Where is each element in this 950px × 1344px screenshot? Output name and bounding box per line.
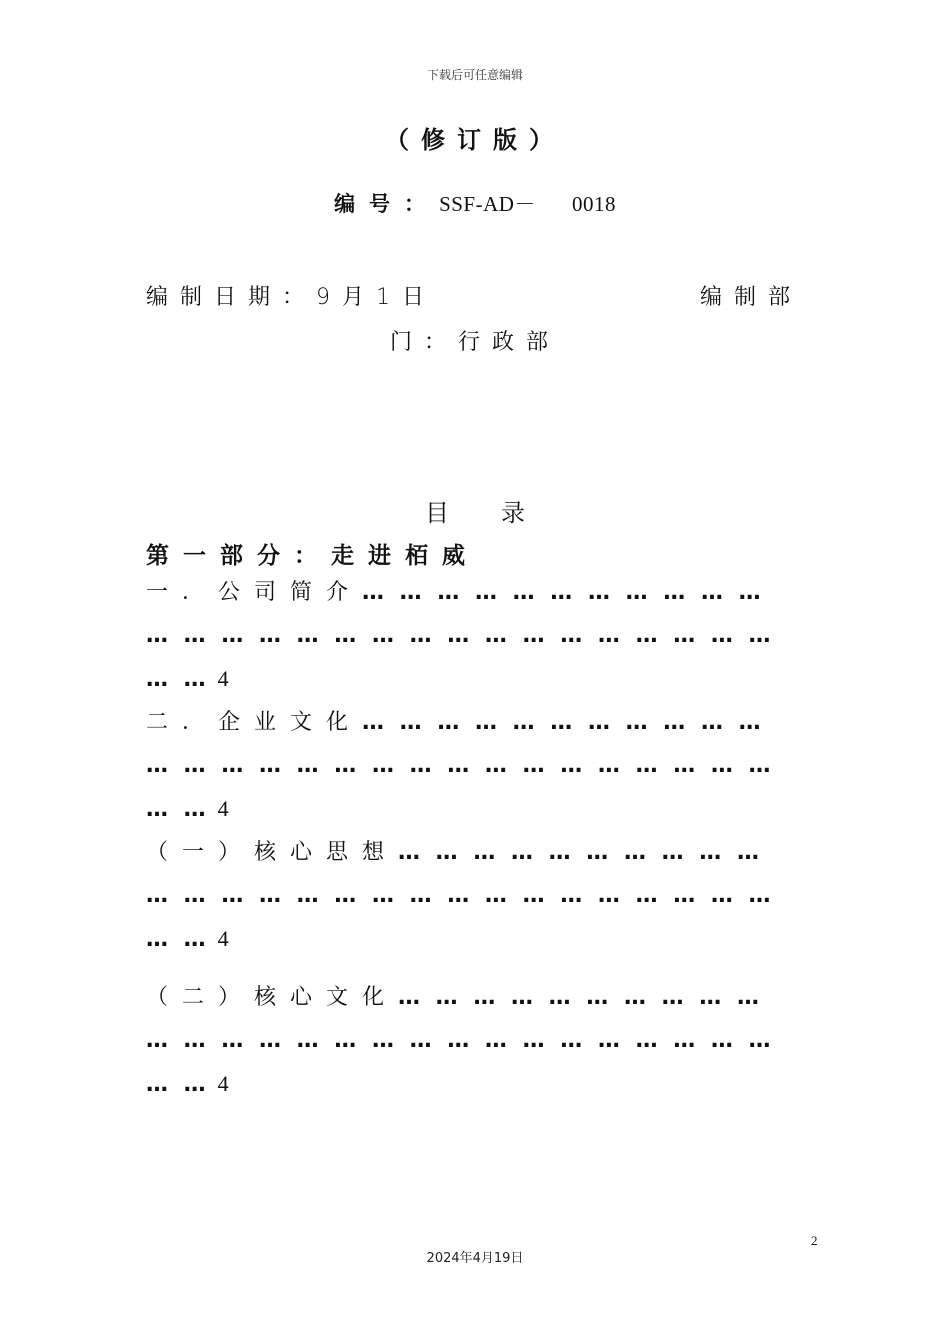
document-number-value: 0018 [571,192,616,216]
toc-part-title: 第一部分：走进栢威 [146,543,479,569]
leader-dots: … … … … … … … … … … … … … … … … … [146,1028,775,1053]
leader-dots: … … … … … … … … … … … [362,710,765,735]
leader-dots: … … … … … … … … … … [398,985,763,1010]
toc-entry-page: 4 [217,1071,229,1096]
compile-date: 编制日期：9月1日 [146,285,436,310]
toc-entry[interactable] [146,701,806,830]
toc-entry-label: 一．公司简介 [146,580,363,605]
toc-title: 目录 [425,499,577,527]
footer-date: 2024年4月19日 [426,1251,524,1266]
toc-entry[interactable] [146,571,806,700]
document-number [0,188,950,218]
revision-label: （修订版） [385,126,565,154]
toc-entry-page: 4 [217,926,229,951]
toc-entry-label: （一）核心思想 [146,840,399,865]
header-note: 下载后可任意编辑 [426,68,523,82]
compile-department-part1: 编制部 [699,285,802,310]
toc-entry-label: 二．企业文化 [146,710,363,735]
document-number-prefix: SSF-AD－ [439,192,536,216]
leader-dots: … … [146,797,210,822]
leader-dots: … … … … … … … … … … … … … … … … … [146,753,775,778]
leader-dots: … … [146,927,210,952]
document-number-label: 编号： [334,192,440,216]
leader-dots: … … [146,1072,210,1097]
leader-dots: … … … … … … … … … … … … … … … … … [146,883,775,908]
toc-entry-page: 4 [217,796,229,821]
leader-dots: … … … … … … … … … … … [362,580,765,605]
toc-entry-page: 4 [217,666,229,691]
leader-dots: … … [146,667,210,692]
toc-entry[interactable] [146,976,806,1105]
page-number: 2 [811,1233,818,1248]
leader-dots: … … … … … … … … … … [398,840,763,865]
toc-entry-label: （二）核心文化 [146,985,399,1010]
toc-entry[interactable] [146,831,806,960]
leader-dots: … … … … … … … … … … … … … … … … … [146,623,775,648]
compile-department-part2: 门：行政部 [389,330,560,355]
